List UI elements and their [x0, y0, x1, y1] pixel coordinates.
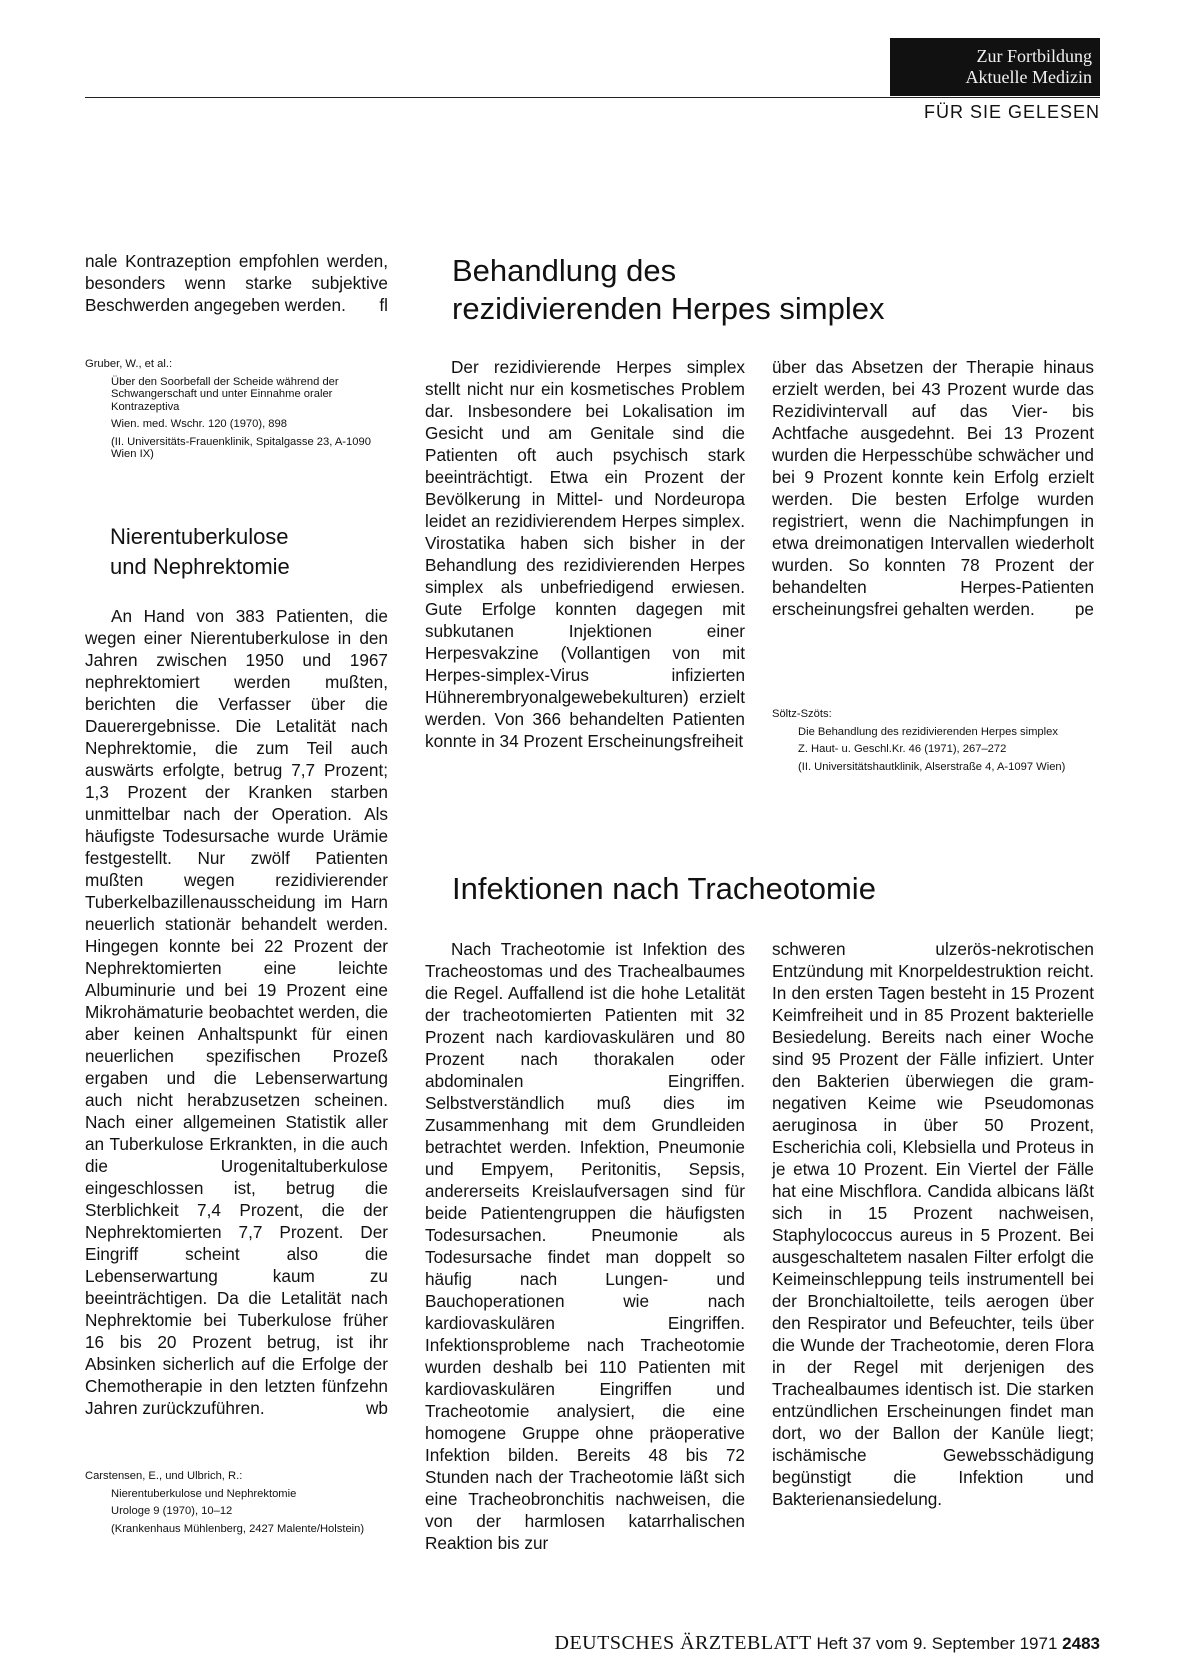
- ref-address: (II. Universitäts-Frauenklinik, Spitalgasse 23, A-1090 Wien IX): [111, 435, 371, 460]
- ref-address: (II. Universitätshautklinik, Alserstraße 4, A-1097 Wien): [798, 760, 1066, 773]
- herpes-body-col1: [425, 356, 745, 752]
- page-footer: [85, 1632, 1100, 1655]
- herpes-text-col1: Der rezidivierende Herpes simplex stellt nicht nur ein kosmetisches Problem dar. Insbesondere bei Lokalisation im Gesicht und am Genitale sind die Patienten oft auch psychisch stark beeinträchtigt. Etwa ein Prozent der Bevölkerung in Mittel- und Nordeuropa leidet an rezidivierendem Herpes simplex. Virostatika haben sich bisher in der Behandlung des rezidivierenden Herpes simplex als unbefriedigend erwiesen. Gute Erfolge konnten dagegen mit subkutanen Injektionen einer Herpesvakzine (Vollantigen von mit Herpes-simplex-Virus infizierten Hühnerembryonalgewebekulturen) erzielt werden. Von 366 behandelten Patienten konnte in 34 Prozent Erscheinungsfreiheit: [425, 357, 745, 751]
- ref-author: Carstensen, E., und Ulbrich, R.:: [85, 1470, 243, 1482]
- herpes-title-line2: rezidivierenden Herpes simplex: [452, 291, 885, 326]
- tracheo-body-col1: [425, 938, 745, 1554]
- tracheo-text-col2: schweren ulzerös-nekrotischen Entzündung mit Knorpeldestruktion reicht. In den ersten Tagen besteht in 15 Prozent Keimfreiheit und in 85 Prozent bakterielle Besiedelung. Bereits nach einer Woche sind 95 Prozent der Fälle infiziert. Unter den Bakterien überwiegen die gram-negativen Keime wie Pseudomonas aeruginosa in über 50 Prozent, Escherichia coli, Klebsiella und Proteus in je etwa 10 Prozent. Ein Viertel der Fälle hat eine Mischflora. Candida albicans läßt sich in 15 Prozent nachweisen, Staphylococcus aureus in 5 Prozent. Bei ausgeschaltetem nasalen Filter erfolgt die Keimeinschleppung teils instrumentell bei der Bronchialtoilette, teils aerogen über den Respirator und Befeuchter, teils über die Wunde der Tracheotomie, deren Flora in der Regel mit derjenigen des Trachealbaumes identisch ist. Die starken entzündlichen Erscheinungen findet man dort, wo der Ballon der Kanüle liegt; ischämische Gewebsschädigung begünstigt die Infektion und Bakterienansiedelung.: [772, 939, 1094, 1509]
- page-number: 2483: [1062, 1634, 1100, 1653]
- magazine-name: DEUTSCHES ÄRZTEBLATT: [554, 1632, 812, 1654]
- herpes-body-col2: [772, 356, 1094, 620]
- herpes-headline: [452, 252, 1092, 328]
- ref-source: Wien. med. Wschr. 120 (1970), 898: [111, 418, 287, 430]
- ref-author: Söltz-Szöts:: [772, 708, 832, 720]
- continued-text-block: [85, 250, 388, 316]
- signature-pe: pe: [1074, 599, 1094, 619]
- herpes-text-col2: über das Absetzen der Therapie hinaus erzielt werden, bei 43 Prozent wurde das Rezidivintervall auf das Vier- bis Achtfache ausgedehnt. Bei 13 Prozent wurden die Herpesschübe schwächer und bei 9 Prozent konnte kein Erfolg erzielt werden. Die besten Erfolge wurden registriert, wenn die Nachimpfungen in etwa dreimonatigen Intervallen wiederholt wurden. So konnten 78 Prozent der behandelten Herpes-Patienten erscheinungsfrei gehalten werden.: [772, 357, 1094, 619]
- ref-title: Nierentuberkulose und Nephrektomie: [111, 1487, 297, 1500]
- niere-title-line2: und Nephrektomie: [110, 554, 290, 579]
- herpes-title-line1: Behandlung des: [452, 253, 677, 288]
- ref-source: Z. Haut- u. Geschl.Kr. 46 (1971), 267–272: [798, 743, 1007, 755]
- tracheo-title: Infektionen nach Tracheotomie: [452, 871, 876, 906]
- reference-carstensen: [85, 1470, 395, 1535]
- tracheo-text-col1: Nach Tracheotomie ist Infektion des Tracheostomas und des Trachealbaumes die Regel. Auffallend ist die hohe Letalität der tracheotomierten Patienten mit 32 Prozent nach kardiovaskulären und 80 Prozent nach thorakalen oder abdominalen Eingriffen. Selbstverständlich muß dies im Zusammenhang mit dem Grundleiden betrachtet werden. Infektion, Pneumonie und Empyem, Peritonitis, Sepsis, andererseits Kreislaufversagen sind für beide Patientengruppen die häufigsten Todesursachen. Pneumonie als Todesursache findet man doppelt so häufig nach Lungen- und Bauchoperationen wie nach kardiovaskulären Eingriffen. Infektionsprobleme nach Tracheotomie wurden deshalb bei 110 Patienten mit kardiovaskulären Eingriffen und Tracheotomie analysiert, die eine homogene Gruppe ohne präoperative Infektion bilden. Bereits 48 bis 72 Stunden nach der Tracheotomie läßt sich eine Tracheobronchitis nachweisen, die von der harmlosen katarrhalischen Reaktion bis zur: [425, 939, 745, 1553]
- ref-title: Die Behandlung des rezidivierenden Herpes simplex: [798, 725, 1058, 738]
- issue-info: Heft 37 vom 9. September 1971: [816, 1634, 1058, 1653]
- ref-author: Gruber, W., et al.:: [85, 358, 173, 370]
- header-rule: [85, 97, 1100, 98]
- ref-title: Über den Soorbefall der Scheide während der Schwangerschaft und unter Einnahme oraler Kontrazeptiva: [111, 375, 339, 413]
- section-label-box: [890, 38, 1100, 96]
- niere-body: [85, 605, 388, 1419]
- reference-gruber: [85, 358, 390, 461]
- niere-text: An Hand von 383 Patienten, die wegen einer Nierentuberkulose in den Jahren zwischen 1950 und 1967 nephrektomiert werden mußten, berichten die Verfasser über die Dauerergebnisse. Die Letalität nach Nephrektomie, die zum Teil auch auswärts erfolgte, betrug 7,7 Prozent; 1,3 Prozent der Kranken starben unmittelbar nach der Operation. Als häufigste Todesursache wurde Urämie festgestellt. Nur zwölf Patienten mußten wegen rezidivierender Tuberkelbazillenausscheidung im Harn neuerlich stationär behandelt werden. Hingegen konnte bei 22 Prozent der Nephrektomierten eine leichte Albuminurie und bei 19 Prozent eine Mikrohämaturie beobachtet werden, die aber keinen Anhaltspunkt für einen neuerlichen spezifischen Prozeß ergaben und die Lebenserwartung auch nicht herabzusetzen scheinen. Nach einer allgemeinen Statistik aller an Tuberkulose Erkrankten, in die auch die Urogenitaltuberkulose eingeschlossen ist, betrug die Sterblichkeit 7,4 Prozent, die der Nephrektomierten 7,7 Prozent. Der Eingriff scheint also die Lebenserwartung kaum zu beeinträchtigen. Da die Letalität nach Nephrektomie bei Tuberkulose früher 16 bis 20 Prozent betrug, ist ihr Absinken sicherlich auf die Erfolge der Chemotherapie in den letzten fünfzehn Jahren zurückzuführen.: [85, 606, 388, 1418]
- section-label-line1: Zur Fortbildung: [976, 46, 1092, 66]
- section-label-line2: Aktuelle Medizin: [965, 67, 1092, 87]
- reference-soeltz: [772, 708, 1094, 773]
- section-kicker: FÜR SIE GELESEN: [923, 102, 1100, 122]
- signature-fl: fl: [379, 295, 388, 315]
- niere-headline: [110, 522, 400, 582]
- ref-address: (Krankenhaus Mühlenberg, 2427 Malente/Holstein): [111, 1522, 365, 1535]
- niere-title-line1: Nierentuberkulose: [110, 524, 289, 549]
- tracheo-body-col2: [772, 938, 1094, 1510]
- ref-source: Urologe 9 (1970), 10–12: [111, 1505, 233, 1517]
- signature-wb: wb: [366, 1398, 388, 1418]
- continued-text: nale Kontrazeption empfohlen werden, besonders wenn starke subjektive Beschwerden angegeben werden.: [85, 251, 388, 315]
- tracheo-headline: [452, 870, 1092, 908]
